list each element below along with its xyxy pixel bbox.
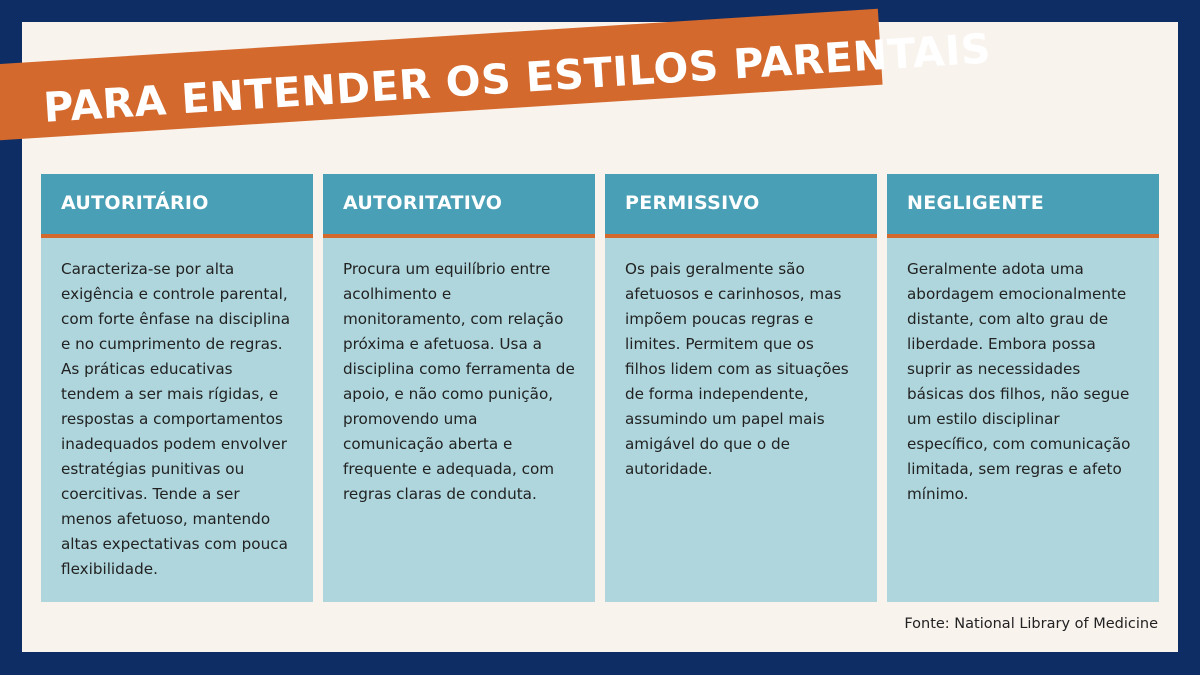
- card-autoritativo: [323, 174, 595, 602]
- card-header: [41, 174, 313, 238]
- card-permissivo: [605, 174, 877, 602]
- card-description: Os pais geralmente são afetuosos e carinhosos, mas impõem poucas regras e limites. Permitem que os filhos lidem com as situações de forma independente, assumindo um papel mais amigável do que o de autoridade.: [625, 260, 849, 478]
- card-header: [605, 174, 877, 238]
- card-header: [323, 174, 595, 238]
- card-title: AUTORITATIVO: [343, 192, 503, 214]
- page-title: PARA ENTENDER OS ESTILOS PARENTAIS: [42, 24, 993, 132]
- card-description: Procura um equilíbrio entre acolhimento e monitoramento, com relação próxima e afetuosa. Usa a disciplina como ferramenta de apoio, e não como punição, promovendo uma comunicação aberta e frequente e adequada, com regras claras de conduta.: [343, 260, 575, 503]
- card-description: Geralmente adota uma abordagem emocionalmente distante, com alto grau de liberdade. Embora possa suprir as necessidades básicas dos filhos, não segue um estilo disciplinar específico, com comunicação limitada, sem regras e afeto mínimo.: [907, 260, 1131, 503]
- card-autoritario: [41, 174, 313, 602]
- card-title: PERMISSIVO: [625, 192, 760, 214]
- card-negligente: [887, 174, 1159, 602]
- card-description: Caracteriza-se por alta exigência e controle parental, com forte ênfase na disciplina e no cumprimento de regras. As práticas educativas tendem a ser mais rígidas, e respostas a comportamentos inadequados podem envolver estratégias punitivas ou coercitivas. Tende a ser menos afetuoso, mantendo altas expectativas com pouca flexibilidade.: [61, 260, 291, 578]
- card-header: [887, 174, 1159, 238]
- card-title: AUTORITÁRIO: [61, 192, 209, 214]
- card-title: NEGLIGENTE: [907, 192, 1045, 214]
- source-credit: Fonte: National Library of Medicine: [904, 616, 1158, 632]
